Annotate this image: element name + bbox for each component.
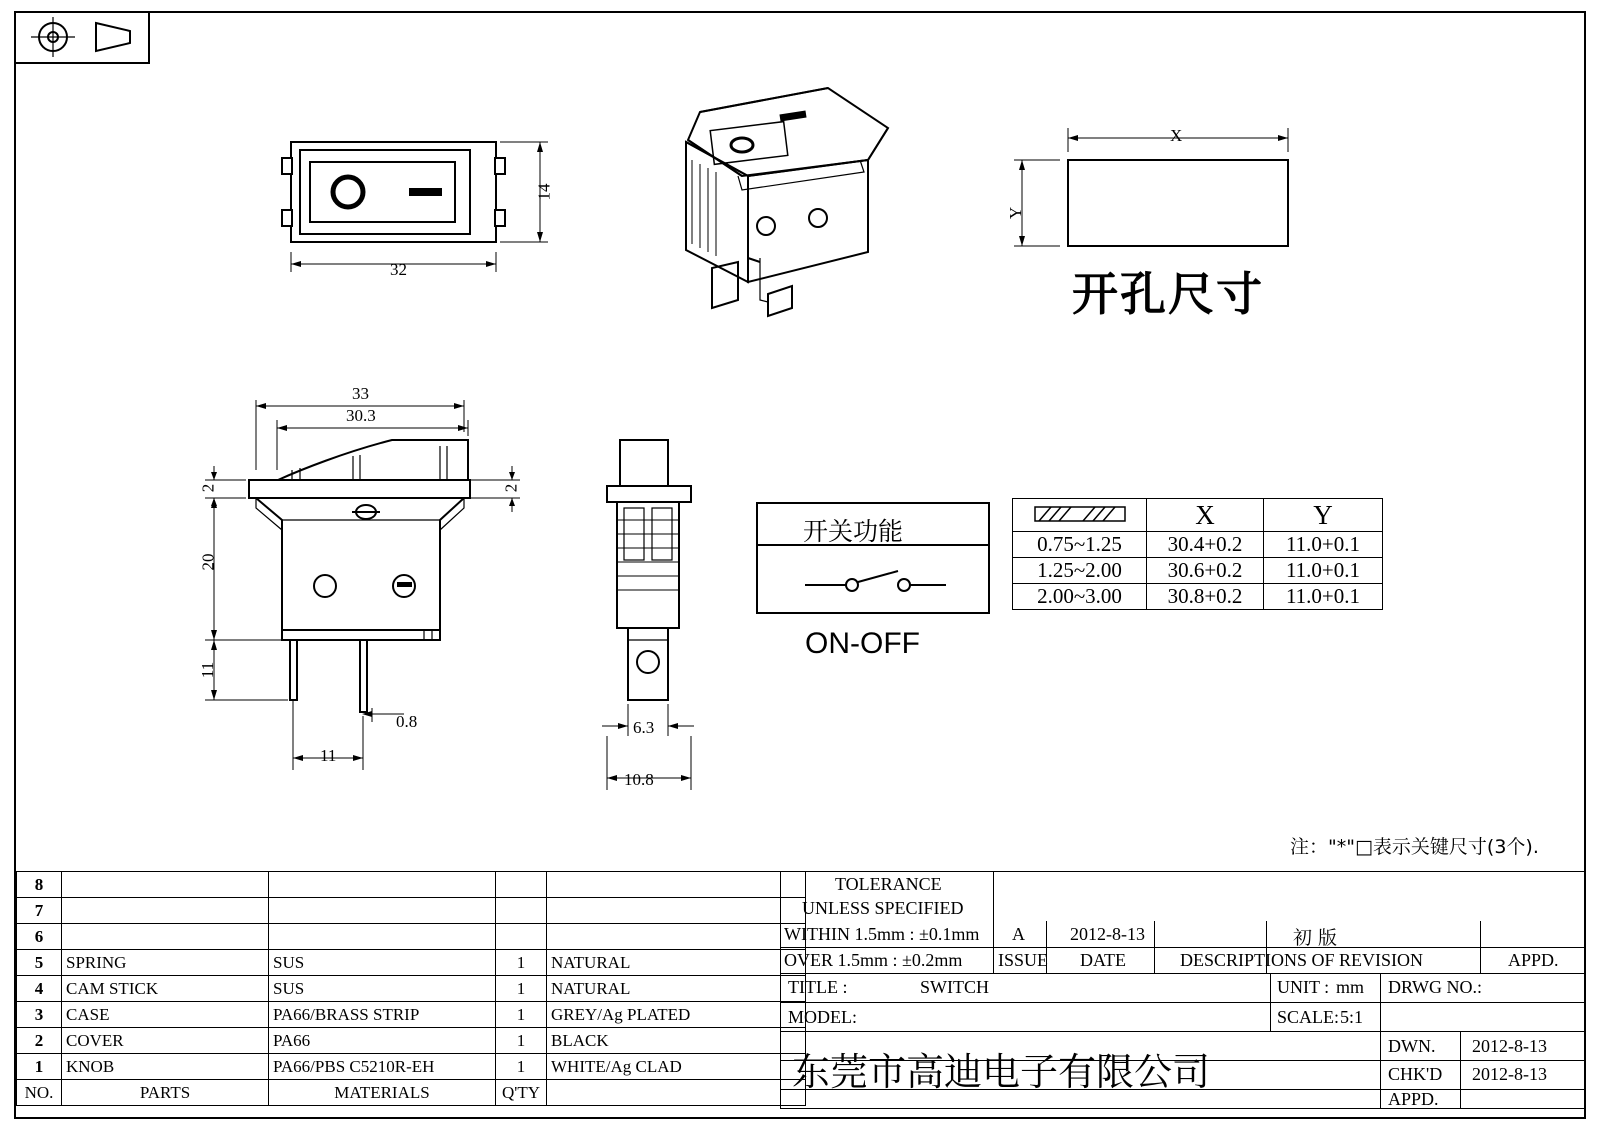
cutout-row2-range: 1.25~2.00 [1013, 558, 1147, 584]
cutout-x-dim: X [1170, 126, 1183, 145]
cutout-row3-y: 11.0+0.1 [1264, 584, 1383, 610]
cutout-row2-y: 11.0+0.1 [1264, 558, 1383, 584]
parts-row4-qty: 1 [496, 976, 547, 1002]
table-row [17, 898, 806, 924]
parts-header-qty: Q'TY [496, 1080, 547, 1106]
cutout-row3-range: 2.00~3.00 [1013, 584, 1147, 610]
parts-row4-parts: CAM STICK [62, 976, 269, 1002]
parts-header-materials: MATERIALS [269, 1080, 496, 1106]
title-block [780, 871, 1586, 1108]
table-row [17, 1054, 806, 1080]
parts-header-finish [547, 1080, 806, 1106]
unit-value: mm [1336, 977, 1365, 997]
scale-value: 5:1 [1340, 1007, 1364, 1027]
parts-table [16, 871, 806, 1106]
table-row [17, 1002, 806, 1028]
front-view-flange-dim-left: 2 [198, 483, 218, 493]
revision-appd-header: APPD. [1508, 950, 1559, 970]
front-view-pin-thickness-dim: 0.8 [396, 712, 418, 731]
parts-row1-finish: WHITE/Ag CLAD [547, 1054, 806, 1080]
parts-row2-qty: 1 [496, 1028, 547, 1054]
scale-label: SCALE: [1277, 1007, 1340, 1027]
side-view-body-width-dim: 10.8 [624, 770, 654, 789]
table-row [17, 1080, 806, 1106]
revision-header: DESCRIPTIONS OF REVISION [1180, 950, 1424, 970]
parts-row7-finish [547, 898, 806, 924]
table-row [17, 924, 806, 950]
parts-row8-qty [496, 872, 547, 898]
cutout-y-dim: Y [1006, 206, 1026, 220]
cutout-row2-x: 30.6+0.2 [1147, 558, 1264, 584]
parts-row8-parts [62, 872, 269, 898]
table-row [1013, 499, 1383, 532]
unit-label: UNIT : [1277, 977, 1330, 997]
cutout-row3-x: 30.8+0.2 [1147, 584, 1264, 610]
parts-row8-no: 8 [17, 872, 62, 898]
cutout-row1-x: 30.4+0.2 [1147, 532, 1264, 558]
parts-header-no: NO. [17, 1080, 62, 1106]
parts-row5-parts: SPRING [62, 950, 269, 976]
model-label: MODEL: [788, 1007, 857, 1027]
parts-row5-qty: 1 [496, 950, 547, 976]
front-view-inner-width-dim: 30.3 [346, 406, 376, 425]
date-label: DATE [1080, 950, 1126, 970]
function-box-title: 开关功能 [803, 517, 904, 546]
title-label: TITLE : [788, 977, 848, 997]
parts-row2-finish: BLACK [547, 1028, 806, 1054]
parts-row2-no: 2 [17, 1028, 62, 1054]
title-value: SWITCH [920, 977, 989, 997]
parts-row5-materials: SUS [269, 950, 496, 976]
parts-header-parts: PARTS [62, 1080, 269, 1106]
tolerance-title: TOLERANCE [835, 874, 942, 894]
table-row [1013, 584, 1383, 610]
parts-row7-qty [496, 898, 547, 924]
parts-row7-no: 7 [17, 898, 62, 924]
parts-row8-finish [547, 872, 806, 898]
table-row [1013, 532, 1383, 558]
top-view-width-dim: 32 [390, 260, 407, 279]
front-view-flange-dim-right: 2 [501, 483, 521, 493]
cutout-dimension-table [1012, 498, 1383, 610]
parts-row6-qty [496, 924, 547, 950]
cutout-row1-range: 0.75~1.25 [1013, 532, 1147, 558]
dwn-label: DWN. [1388, 1036, 1436, 1056]
parts-row4-no: 4 [17, 976, 62, 1002]
parts-row7-materials [269, 898, 496, 924]
table-row [1013, 558, 1383, 584]
drwg-no-label: DRWG NO.: [1388, 977, 1482, 997]
front-view-pin-length-dim: 11 [198, 661, 218, 679]
parts-row1-no: 1 [17, 1054, 62, 1080]
table-row [17, 976, 806, 1002]
front-view-height-dim: 20 [198, 553, 218, 571]
tolerance-subtitle: UNLESS SPECIFIED [802, 898, 964, 918]
thickness-hatch-icon [1035, 505, 1125, 525]
side-view-pin-width-dim: 6.3 [633, 718, 655, 737]
cutout-view-title: 开孔尺寸 [1072, 267, 1264, 321]
parts-row6-no: 6 [17, 924, 62, 950]
parts-row4-materials: SUS [269, 976, 496, 1002]
front-view-width-dim: 33 [352, 384, 369, 403]
parts-row1-qty: 1 [496, 1054, 547, 1080]
table-row [17, 950, 806, 976]
issue-label: ISSUE [998, 950, 1049, 970]
tolerance-over: OVER 1.5mm : ±0.2mm [784, 950, 963, 970]
cutout-table-symbol-cell [1013, 499, 1147, 532]
issue-date-value: 2012-8-13 [1070, 924, 1145, 944]
parts-row8-materials [269, 872, 496, 898]
top-view-height-dim: 14 [534, 183, 554, 201]
appd-label: APPD. [1388, 1089, 1439, 1109]
parts-row5-no: 5 [17, 950, 62, 976]
parts-row2-materials: PA66 [269, 1028, 496, 1054]
revision-value: 初 版 [1293, 927, 1338, 949]
parts-row1-parts: KNOB [62, 1054, 269, 1080]
parts-row3-parts: CASE [62, 1002, 269, 1028]
parts-row7-parts [62, 898, 269, 924]
key-dimension-note: 注："*"□表示关键尺寸(3个). [1290, 836, 1539, 858]
parts-row3-no: 3 [17, 1002, 62, 1028]
function-box-caption: ON-OFF [805, 627, 920, 660]
parts-row3-finish: GREY/Ag PLATED [547, 1002, 806, 1028]
parts-row6-finish [547, 924, 806, 950]
chkd-date: 2012-8-13 [1472, 1064, 1547, 1084]
parts-row3-materials: PA66/BRASS STRIP [269, 1002, 496, 1028]
chkd-label: CHK'D [1388, 1064, 1443, 1084]
parts-row6-parts [62, 924, 269, 950]
cutout-table-header-y: Y [1264, 499, 1383, 532]
dwn-date: 2012-8-13 [1472, 1036, 1547, 1056]
parts-row3-qty: 1 [496, 1002, 547, 1028]
parts-row2-parts: COVER [62, 1028, 269, 1054]
cutout-table-header-x: X [1147, 499, 1264, 532]
parts-row5-finish: NATURAL [547, 950, 806, 976]
parts-row1-materials: PA66/PBS C5210R-EH [269, 1054, 496, 1080]
cutout-row1-y: 11.0+0.1 [1264, 532, 1383, 558]
issue-value: A [1012, 924, 1025, 944]
table-row [17, 872, 806, 898]
company-name: 东莞市高迪电子有限公司 [792, 1050, 1211, 1094]
front-view-pin-pitch-dim: 11 [320, 746, 337, 765]
parts-row6-materials [269, 924, 496, 950]
parts-row4-finish: NATURAL [547, 976, 806, 1002]
table-row [17, 1028, 806, 1054]
tolerance-within: WITHIN 1.5mm : ±0.1mm [784, 924, 980, 944]
